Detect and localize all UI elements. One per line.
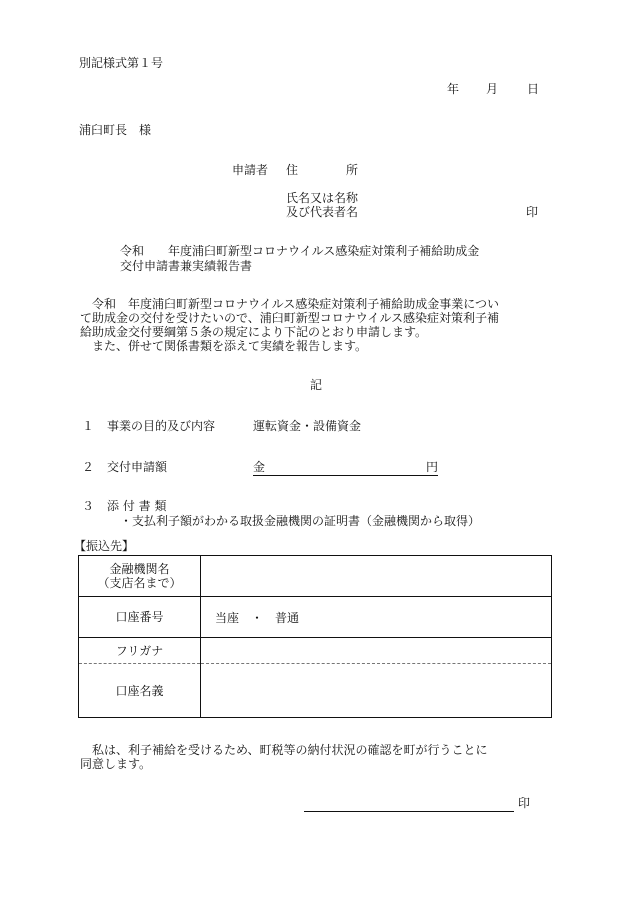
bank-row-furigana [79, 638, 552, 664]
bank-heading: 【振込先】 [74, 539, 135, 553]
bank-row-account-number [79, 597, 552, 638]
form-number: 別記様式第１号 [79, 56, 164, 70]
applicant-seal: 印 [526, 205, 539, 219]
applicant-name-label-1: 氏名又は名称 [286, 191, 359, 205]
item-label: 事業の目的及び内容 [107, 419, 216, 433]
date-year: 年 [447, 82, 460, 96]
date-day: 日 [527, 82, 540, 96]
applicant-role: 申請者 [232, 163, 269, 177]
title-line-2: 交付申請書兼実績報告書 [120, 259, 253, 273]
item-number: １ [82, 419, 95, 433]
signature-line[interactable] [304, 810, 514, 812]
item-label: 交付申請額 [107, 460, 168, 474]
applicant-name-label-2: 及び代表者名 [286, 205, 359, 219]
item-number: ３ [82, 499, 95, 513]
body-line: て助成金の交付を受けたいので、浦臼町新型コロナウイルス感染症対策利子補 [80, 311, 500, 325]
ki-heading: 記 [310, 378, 323, 392]
item-detail: ・支払利子額がわかる取扱金融機関の証明書（金融機関から取得） [120, 514, 481, 528]
signature-seal: 印 [518, 796, 531, 810]
consent-line-2: 同意します。 [80, 757, 152, 771]
body-line: 給助成金交付要綱第５条の規定により下記のとおり申請します。 [80, 325, 428, 339]
addressee: 浦臼町長 様 [79, 123, 152, 137]
account-number-label: 口座番号 [79, 597, 201, 638]
consent-paragraph [80, 743, 558, 771]
bank-row-institution [79, 556, 552, 597]
account-type-value[interactable]: 当座 ・ 普通 [201, 597, 552, 638]
institution-label: 金融機関名 [109, 562, 170, 576]
body-paragraph [80, 297, 558, 353]
applicant-address-label: 住 所 [286, 163, 359, 177]
account-name-label: 口座名義 [79, 664, 201, 718]
date-month: 月 [486, 82, 499, 96]
body-line: また、併せて関係書類を添えて実績を報告します。 [80, 339, 368, 353]
amount-yen: 円 [425, 460, 438, 474]
furigana-input[interactable] [201, 638, 552, 664]
amount-field [253, 461, 438, 476]
body-line: 令和 年度浦臼町新型コロナウイルス感染症対策利子補給助成金事業につい [80, 297, 500, 311]
bank-table [78, 555, 552, 718]
account-name-input[interactable] [201, 664, 552, 718]
item-value: 運転資金・設備資金 [253, 419, 362, 433]
item-label: 添 付 書 類 [107, 499, 167, 513]
institution-label-sub: （支店名まで） [97, 576, 182, 590]
consent-line-1: 私は、利子補給を受けるため、町税等の納付状況の確認を町が行うことに [92, 743, 488, 757]
institution-input[interactable] [201, 556, 552, 597]
institution-label-cell [79, 556, 201, 597]
title-line-1: 令和 年度浦臼町新型コロナウイルス感染症対策利子補給助成金 [120, 244, 480, 258]
bank-row-account-name [79, 664, 552, 718]
amount-kin: 金 [253, 460, 266, 474]
furigana-label: フリガナ [79, 638, 201, 664]
item-number: ２ [82, 460, 95, 474]
